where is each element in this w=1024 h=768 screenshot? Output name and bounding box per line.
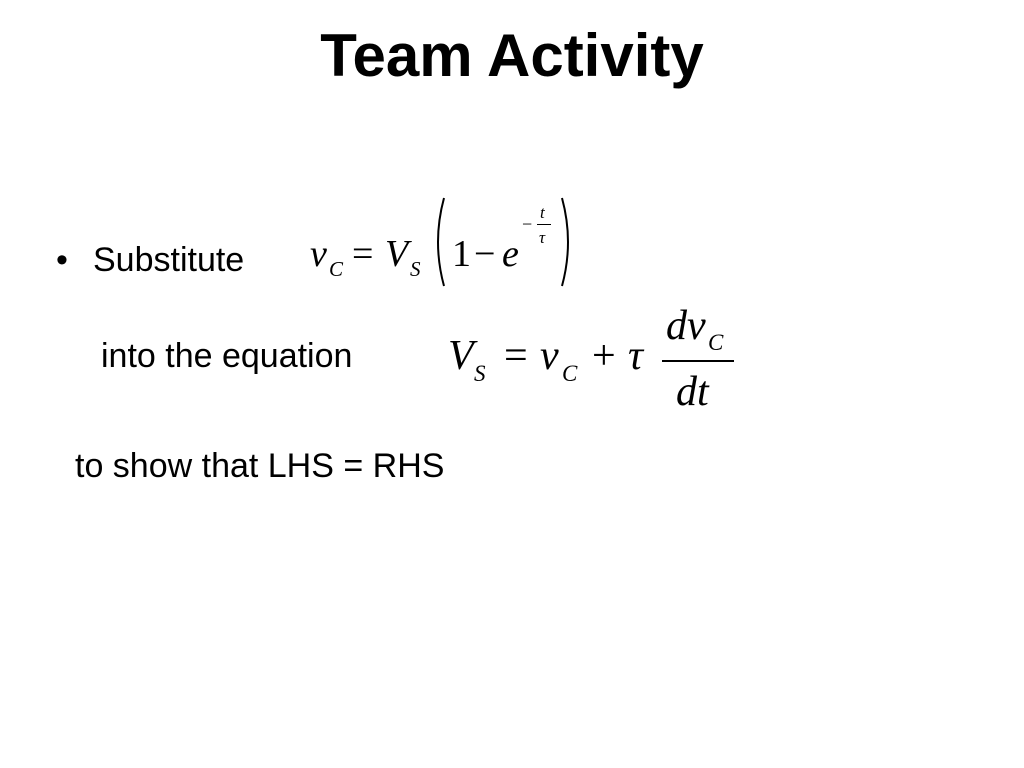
eq1-one: 1 xyxy=(452,233,471,275)
eq1-left-paren xyxy=(428,196,448,288)
eq1-rhs-sub: S xyxy=(410,257,421,281)
eq2-term1-sub: C xyxy=(562,361,578,386)
slide-title: Team Activity xyxy=(320,22,704,89)
eq1-exp-den: τ xyxy=(539,228,546,247)
eq2-coef-tau: τ xyxy=(628,333,644,379)
eq2-fraction-bar xyxy=(662,360,734,362)
eq1-equals: = xyxy=(352,233,374,275)
eq2-plus: + xyxy=(592,333,616,379)
eq1-lhs-sub: C xyxy=(329,257,344,281)
text-into-the-equation: into the equation xyxy=(101,337,353,375)
eq1-base-e: e xyxy=(502,233,519,275)
eq1-exp-fraction-bar xyxy=(537,224,551,225)
eq2-lhs-sub: S xyxy=(474,361,486,386)
bullet-text-substitute: Substitute xyxy=(93,241,245,279)
eq1-exp-num: t xyxy=(540,203,545,222)
eq1-right-paren xyxy=(558,196,578,288)
eq2-equals: = xyxy=(504,333,528,379)
eq1-lhs-var: v xyxy=(310,233,327,275)
text-lhs-equals-rhs: to show that LHS = RHS xyxy=(75,447,445,485)
bullet-marker: • xyxy=(56,241,68,279)
eq2-numerator-sub: C xyxy=(708,330,724,355)
eq2-denominator: dt xyxy=(676,369,709,415)
eq1-minus: − xyxy=(474,233,496,275)
eq1-exp-sign: − xyxy=(522,214,533,234)
eq2-numerator: dv xyxy=(666,303,706,349)
eq2-lhs-var: V xyxy=(448,333,474,379)
eq1-rhs-var: V xyxy=(385,233,409,275)
eq2-term1-var: v xyxy=(540,333,559,379)
